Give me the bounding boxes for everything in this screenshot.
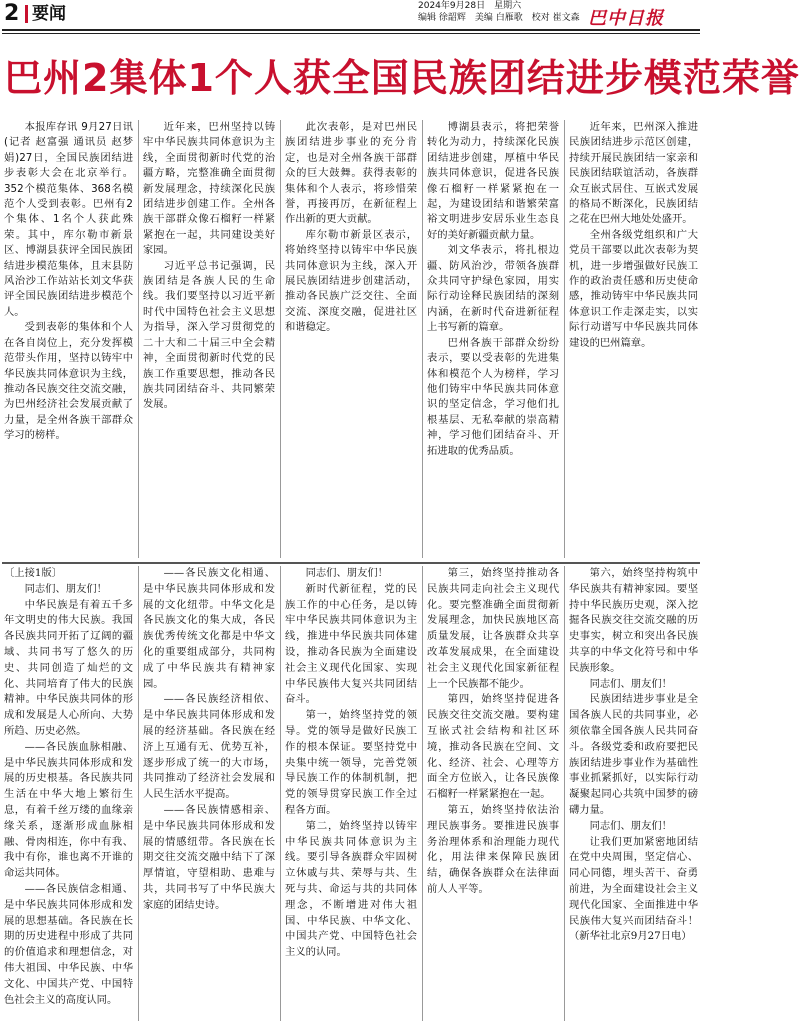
- lower-paragraph: 第四，始终坚持促进各民族交往交流交融。要构建互嵌式社会结构和社区环境，推动各民族在空间、文化、经济、社会、心理等方面全方位嵌入，让各民族像石榴籽一样紧紧抱在一起。: [427, 693, 559, 801]
- upper-paragraph: 库尔勒市新景区表示，将始终坚持以铸牢中华民族共同体意识为主线，深入开展民族团结进步创建活动，推动各民族广泛交往、全面交流、深度交融，促进社区和谐稳定。: [285, 228, 417, 334]
- lower-paragraph: 第五，始终坚持依法治理民族事务。要推进民族事务治理体系和治理能力现代化，用法律来保障民族团结，确保各族群众在法律面前人人平等。: [427, 803, 559, 895]
- upper-paragraph: 博湖县表示，将把荣誉转化为动力，持续深化民族团结进步创建，厚植中华民族共同体意识，促进各民族像石榴籽一样紧紧抱在一起，为建设团结和谐繁荣富裕文明进步安居乐业生态良好的美好新疆贡献力量。: [427, 121, 559, 241]
- editor-credits: 编辑 徐韶辉 美编 白雁歌 校对 崔文森: [418, 13, 580, 23]
- upper-paragraph: 近年来，巴州坚持以铸牢中华民族共同体意识为主线，全面贯彻新时代党的治疆方略，完整准确全面贯彻新发展理念，持续深化民族团结进步创建工作。全州各族干部群众像石榴籽一样紧紧抱在一起，共同建设美好家园。: [143, 121, 275, 257]
- column-rule: [280, 566, 281, 1021]
- upper-paragraph: 近年来，巴州深入推进民族团结进步示范区创建，持续开展民族团结一家亲和民族团结联谊活动，各族群众互嵌式居住、互嵌式发展的格局不断深化，民族团结之花在巴州大地处处盛开。: [569, 121, 698, 226]
- upper-paragraph: 受到表彰的集体和个人在各自岗位上，充分发挥模范带头作用，坚持以铸牢中华民族共同体意识为主线，推动各民族交往交流交融，为巴州经济社会发展贡献了力量，是全州各族干部群众学习的榜样。: [4, 321, 133, 442]
- upper-paragraph: 习近平总书记强调，民族团结是各族人民的生命线。我们要坚持以习近平新时代中国特色社会主义思想为指导，深入学习贯彻党的二十大和二十届三中全会精神，全面贯彻新时代党的民族工作重要思想，推动各民族共同团结奋斗、共同繁荣发展。: [143, 259, 275, 411]
- lower-paragraph: ——各民族血脉相融、是中华民族共同体形成和发展的历史根基。各民族共同生活在中华大地上繁衍生息，有着千丝万缕的血缘亲缘关系，逐渐形成血脉相融、骨肉相连，你中有我、我中有你，谁也离不开谁的命运共同体。: [4, 740, 133, 880]
- lower-column-1: [4, 566, 133, 1021]
- column-rule: [280, 120, 281, 558]
- section-divider: [2, 562, 700, 564]
- continuation-note: 〔上接1版〕: [4, 567, 63, 579]
- column-rule: [138, 566, 139, 1021]
- upper-paragraph: 全州各级党组织和广大党员干部要以此次表彰为契机，进一步增强做好民族工作的政治责任感和历史使命感，推动铸牢中华民族共同体意识工作走深走实，以实际行动谱写中华民族共同体建设的巴州篇章。: [569, 228, 698, 349]
- lower-paragraph: 中华民族是有着五千多年文明史的伟大民族。我国各民族共同开拓了辽阔的疆域、共同书写了悠久的历史、共同创造了灿烂的文化、共同培育了伟大的民族精神。中华民族共同体的形成和发展是人心所向、大势所趋、历史必然。: [4, 598, 133, 737]
- upper-paragraph: 此次表彰，是对巴州民族团结进步事业的充分肯定，也是对全州各族干部群众的巨大鼓舞。获得表彰的集体和个人表示，将珍惜荣誉，再接再厉，在新征程上作出新的更大贡献。: [285, 121, 417, 226]
- upper-column-3: [285, 120, 417, 558]
- lower-paragraph: ——各民族文化相通、是中华民族共同体形成和发展的文化纽带。中华文化是各民族文化的集大成，各民族优秀传统文化都是中华文化的重要组成部分，共同构成了中华民族共有精神家园。: [143, 567, 275, 690]
- article-upper-body: [4, 120, 698, 558]
- upper-column-4: [427, 120, 559, 558]
- upper-paragraph: 刘文华表示，将扎根边疆、防风治沙，带领各族群众共同守护绿色家园，用实际行动诠释民族团结的深刻内涵，在新时代奋进新征程上书写新的篇章。: [427, 244, 559, 334]
- lower-paragraph: 第二，始终坚持以铸牢中华民族共同体意识为主线。要引导各族群众牢固树立休戚与共、荣辱与共、生死与共、命运与共的共同体理念，不断增进对伟大祖国、中华民族、中华文化、中国共产党、中国特色社会主义的认同。: [285, 819, 417, 959]
- lower-paragraph: 让我们更加紧密地团结在党中央周围，坚定信心、同心同德，埋头苦干、奋勇前进，为全面建设社会主义现代化国家、全面推进中华民族伟大复兴而团结奋斗！（新华社北京9月27日电）: [569, 835, 698, 943]
- header-rule-thin: [2, 33, 700, 34]
- lower-paragraph: ——各民族信念相通、是中华民族共同体形成和发展的思想基础。各民族在长期的历史进程中形成了共同的价值追求和理想信念，对伟大祖国、中华民族、中华文化、中国共产党、中国特色社会主义的高度认同。: [4, 882, 133, 1006]
- column-rule: [422, 120, 423, 558]
- lower-column-4: [427, 566, 559, 1021]
- article-lower-body: [4, 566, 698, 1021]
- column-rule: [564, 120, 565, 558]
- lower-paragraph: 第一，始终坚持党的领导。党的领导是做好民族工作的根本保证。要坚持党中央集中统一领导，完善党领导民族工作的体制机制，把党的领导贯穿民族工作全过程各方面。: [285, 709, 417, 816]
- lower-paragraph: 同志们、朋友们！: [589, 677, 672, 690]
- lower-paragraph: 同志们、朋友们！: [24, 582, 107, 595]
- header-rule: [2, 29, 700, 31]
- column-rule: [564, 566, 565, 1021]
- article-lead: 本报库存讯 9月27日讯(记者 赵富强 通讯员 赵梦娟)27日，全国民族团结进步表彰大会在北京举行。352个模范集体、368名模范个人受到表彰。巴州有2个集体、1名个人获此殊荣。其中，库尔勒市新景区、博湖县获评全国民族团结进步模范集体，且末县防风治沙工作站站长刘文华获评全国民族团结进步模范个人。: [4, 121, 133, 318]
- lower-column-2: [143, 566, 275, 1021]
- lower-paragraph: 同志们、朋友们！: [305, 567, 388, 579]
- lower-paragraph: 同志们、朋友们！: [589, 819, 672, 832]
- header-accent-bar: [25, 5, 28, 23]
- upper-column-5: [569, 120, 698, 558]
- lower-paragraph: 民族团结进步事业是全国各族人民的共同事业，必须依靠全国各族人民共同奋斗。各级党委和政府要把民族团结进步事业作为基础性事业抓紧抓好，以实际行动凝聚起同心共筑中国梦的磅礴力量。: [569, 693, 698, 816]
- section-name: 要闻: [32, 4, 66, 24]
- page-header: [0, 0, 702, 30]
- column-rule: [422, 566, 423, 1021]
- lower-paragraph: ——各民族情感相亲、是中华民族共同体形成和发展的情感纽带。各民族在长期交往交流交融中结下了深厚情谊，守望相助、患难与共，共同书写了中华民族大家庭的团结史诗。: [143, 803, 275, 911]
- article-headline: 巴州2集体1个人获全国民族团结进步模范荣誉: [4, 56, 800, 100]
- lower-paragraph: 第三，始终坚持推动各民族共同走向社会主义现代化。要完整准确全面贯彻新发展理念，加快民族地区高质量发展，让各族群众共享改革发展成果，在全面建设社会主义现代化国家新征程上一个民族都不能少。: [427, 567, 559, 690]
- lower-column-3: [285, 566, 417, 1021]
- upper-column-1: [4, 120, 133, 558]
- publication-date: 2024年9月28日 星期六: [418, 1, 522, 11]
- lower-paragraph: 新时代新征程，党的民族工作的中心任务，是以铸牢中华民族共同体意识为主线，推进中华民族共同体建设，推动各民族为全面建设社会主义现代化国家、实现中华民族伟大复兴共同团结奋斗。: [285, 582, 417, 706]
- lower-paragraph: 第六，始终坚持构筑中华民族共有精神家园。要坚持中华民族历史观，深入挖掘各民族交往交流交融的历史事实，树立和突出各民族共享的中华文化符号和中华民族形象。: [569, 567, 698, 674]
- lower-paragraph: ——各民族经济相依、是中华民族共同体形成和发展的经济基础。各民族在经济上互通有无、优势互补，逐步形成了统一的大市场，共同推动了经济社会发展和人民生活水平提高。: [143, 693, 275, 801]
- upper-column-2: [143, 120, 275, 558]
- column-rule: [138, 120, 139, 558]
- page-number: 2: [4, 1, 20, 26]
- masthead-logo: 巴中日报: [588, 8, 664, 29]
- lower-column-5: [569, 566, 698, 1021]
- upper-paragraph: 巴州各族干部群众纷纷表示，要以受表彰的先进集体和模范个人为榜样，学习他们铸牢中华民族共同体意识的坚定信念，学习他们扎根基层、无私奉献的崇高精神，学习他们团结奋斗、开拓进取的优秀品质。: [427, 336, 559, 457]
